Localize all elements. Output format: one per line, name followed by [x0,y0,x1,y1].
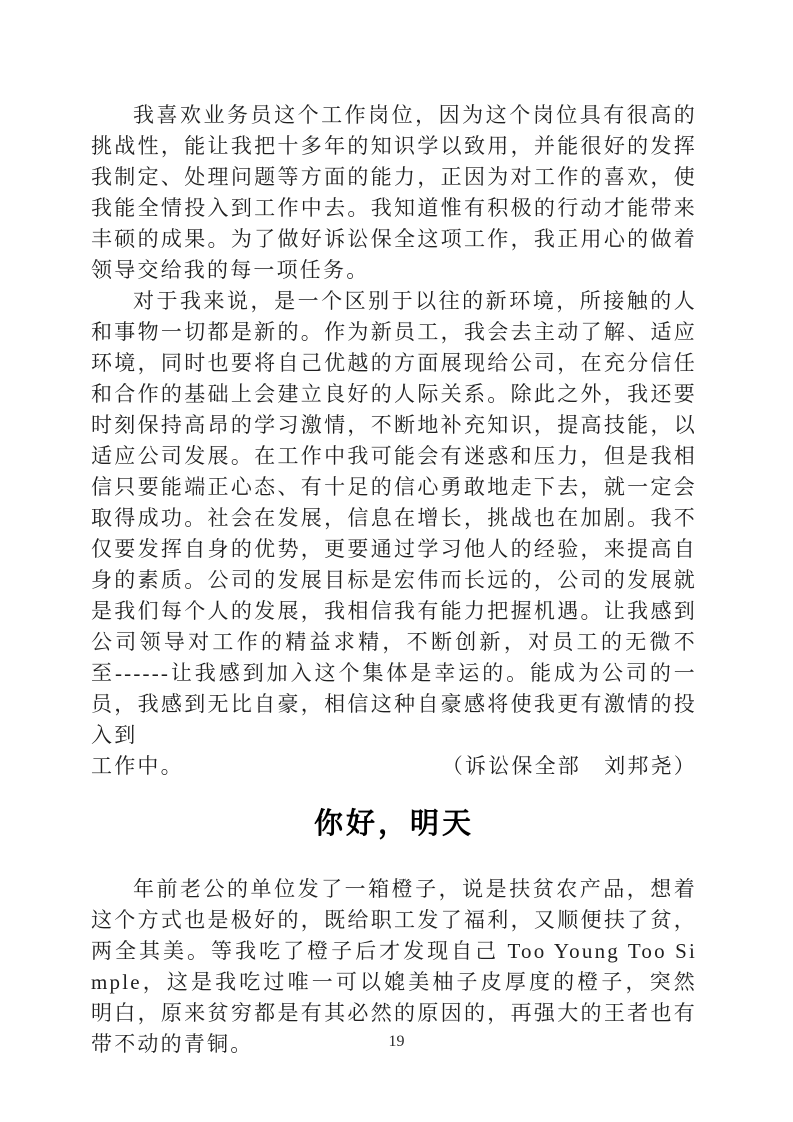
article-one-signature: （诉讼保全部 刘邦尧） [441,754,697,778]
article-one-closing-line [91,751,697,782]
article-two [91,804,697,1060]
article-two-paragraph-1: 年前老公的单位发了一箱橙子，说是扶贫农产品，想着这个方式也是极好的，既给职工发了福利，又顺便扶了贫，两全其美。等我吃了橙子后才发现自己 Too Young Too Simple，这是我吃过唯一可以媲美柚子皮厚度的橙子，突然明白，原来贫穷都是有其必然的原因的，再强大的王者也有带不动的青铜。 [91,877,697,1056]
article-one [91,100,697,782]
article-two-title: 你好，明天 [313,808,474,840]
article-one-paragraph-2: 对于我来说，是一个区别于以往的新环境，所接触的人和事物一切都是新的。作为新员工，我会去主动了解、适应环境，同时也要将自己优越的方面展现给公司，在充分信任和合作的基础上会建立良好的人际关系。除此之外，我还要时刻保持高昂的学习激情，不断地补充知识，提高技能，以适应公司发展。在工作中我可能会有迷惑和压力，但是我相信只要能端正心态、有十足的信心勇敢地走下去，就一定会取得成功。社会在发展，信息在增长，挑战也在加剧。我不仅要发挥自身的优势，更要通过学习他人的经验，来提高自身的素质。公司的发展目标是宏伟而长远的，公司的发展就是我们每个人的发展，我相信我有能力把握机遇。让我感到公司领导对工作的精益求精，不断创新，对员工的无微不至------让我感到加入这个集体是幸运的。能成为公司的一员，我感到无比自豪，相信这种自豪感将使我更有激情的投入到 [91,289,697,747]
article-one-closing-text: 工作中。 [91,754,184,778]
page-number: 19 [388,1033,405,1050]
page-content [91,100,697,1060]
article-one-paragraph-1: 我喜欢业务员这个工作岗位，因为这个岗位具有很高的挑战性，能让我把十多年的知识学以致用，并能很好的发挥我制定、处理问题等方面的能力，正因为对工作的喜欢，使我能全情投入到工作中去。我知道惟有积极的行动才能带来丰硕的成果。为了做好诉讼保全这项工作，我正用心的做着领导交给我的每一项任务。 [91,103,697,282]
